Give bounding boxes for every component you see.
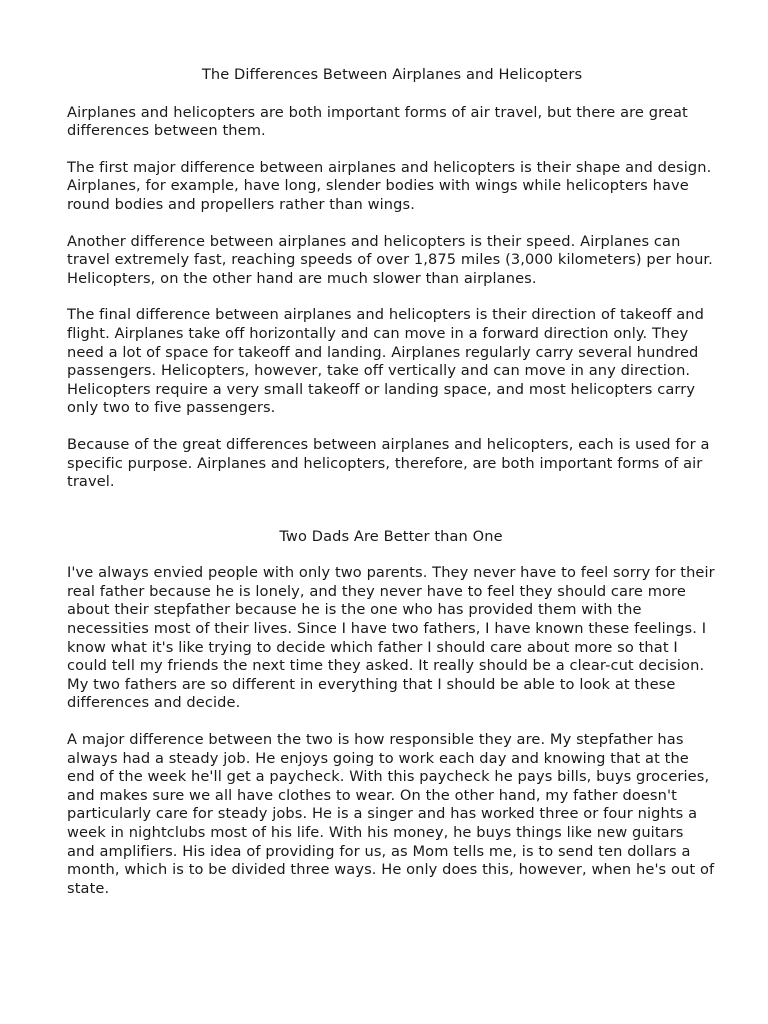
essay-paragraph: I've always envied people with only two parents. They never have to feel sorry for their real father because he is lonely, and they never have to feel they should care more about their stepfather because he is the one who has provided them with the necessities most of their lives. Since I have two fathers, I have known these feelings. I know what it's like trying to decide which father I should care about more so that I could tell my friends the next time they asked. It really should be a clear-cut decision. My two fathers are so different in everything that I should be able to look at these differences and decide. [67, 564, 715, 712]
document-page [67, 66, 715, 916]
essay-paragraph: Another difference between airplanes and helicopters is their speed. Airplanes can travel extremely fast, reaching speeds of over 1,875 miles (3,000 kilometers) per hour. Helicopters, on the other hand are much slower than airplanes. [67, 232, 713, 287]
essay-paragraph: Because of the great differences between airplanes and helicopters, each is used for a specific purpose. Airplanes and helicopters, therefore, are both important forms of air travel. [67, 435, 710, 491]
essay-title: Two Dads Are Better than One [279, 527, 503, 545]
essay-title: The Differences Between Airplanes and Helicopters [201, 66, 583, 83]
essay-paragraph: A major difference between the two is how responsible they are. My stepfather has always had a steady job. He enjoys going to work each day and knowing that at the end of the week he'll get a paycheck. With this paycheck he pays bills, buys groceries, and makes sure we all have clothes to wear. On the other hand, my father doesn't particularly care for steady jobs. He is a singer and has worked three or four nights a week in nightclubs most of his life. With his money, he buys things like new guitars and amplifiers. His idea of providing for us, as Mom tells me, is to send ten dollars a month, which is to be divided three ways. He only does this, however, when he's out of state. [67, 731, 715, 897]
essay-paragraph: The final difference between airplanes and helicopters is their direction of takeoff and flight. Airplanes take off horizontally and can move in a forward direction only. They need a lot of space for takeoff and landing. Airplanes regularly carry several hundred passengers. Helicopters, however, take off vertically and can move in any direction. Helicopters require a very small takeoff or landing space, and most helicopters carry only two to five passengers. [67, 306, 704, 417]
section-divider [67, 510, 715, 528]
essay-paragraph: Airplanes and helicopters are both important forms of air travel, but there are great differences between them. [67, 103, 688, 140]
essay-paragraph: The first major difference between airplanes and helicopters is their shape and design. Airplanes, for example, have long, slender bodies with wings while helicopters have round bodies and propellers rather than wings. [67, 158, 712, 213]
